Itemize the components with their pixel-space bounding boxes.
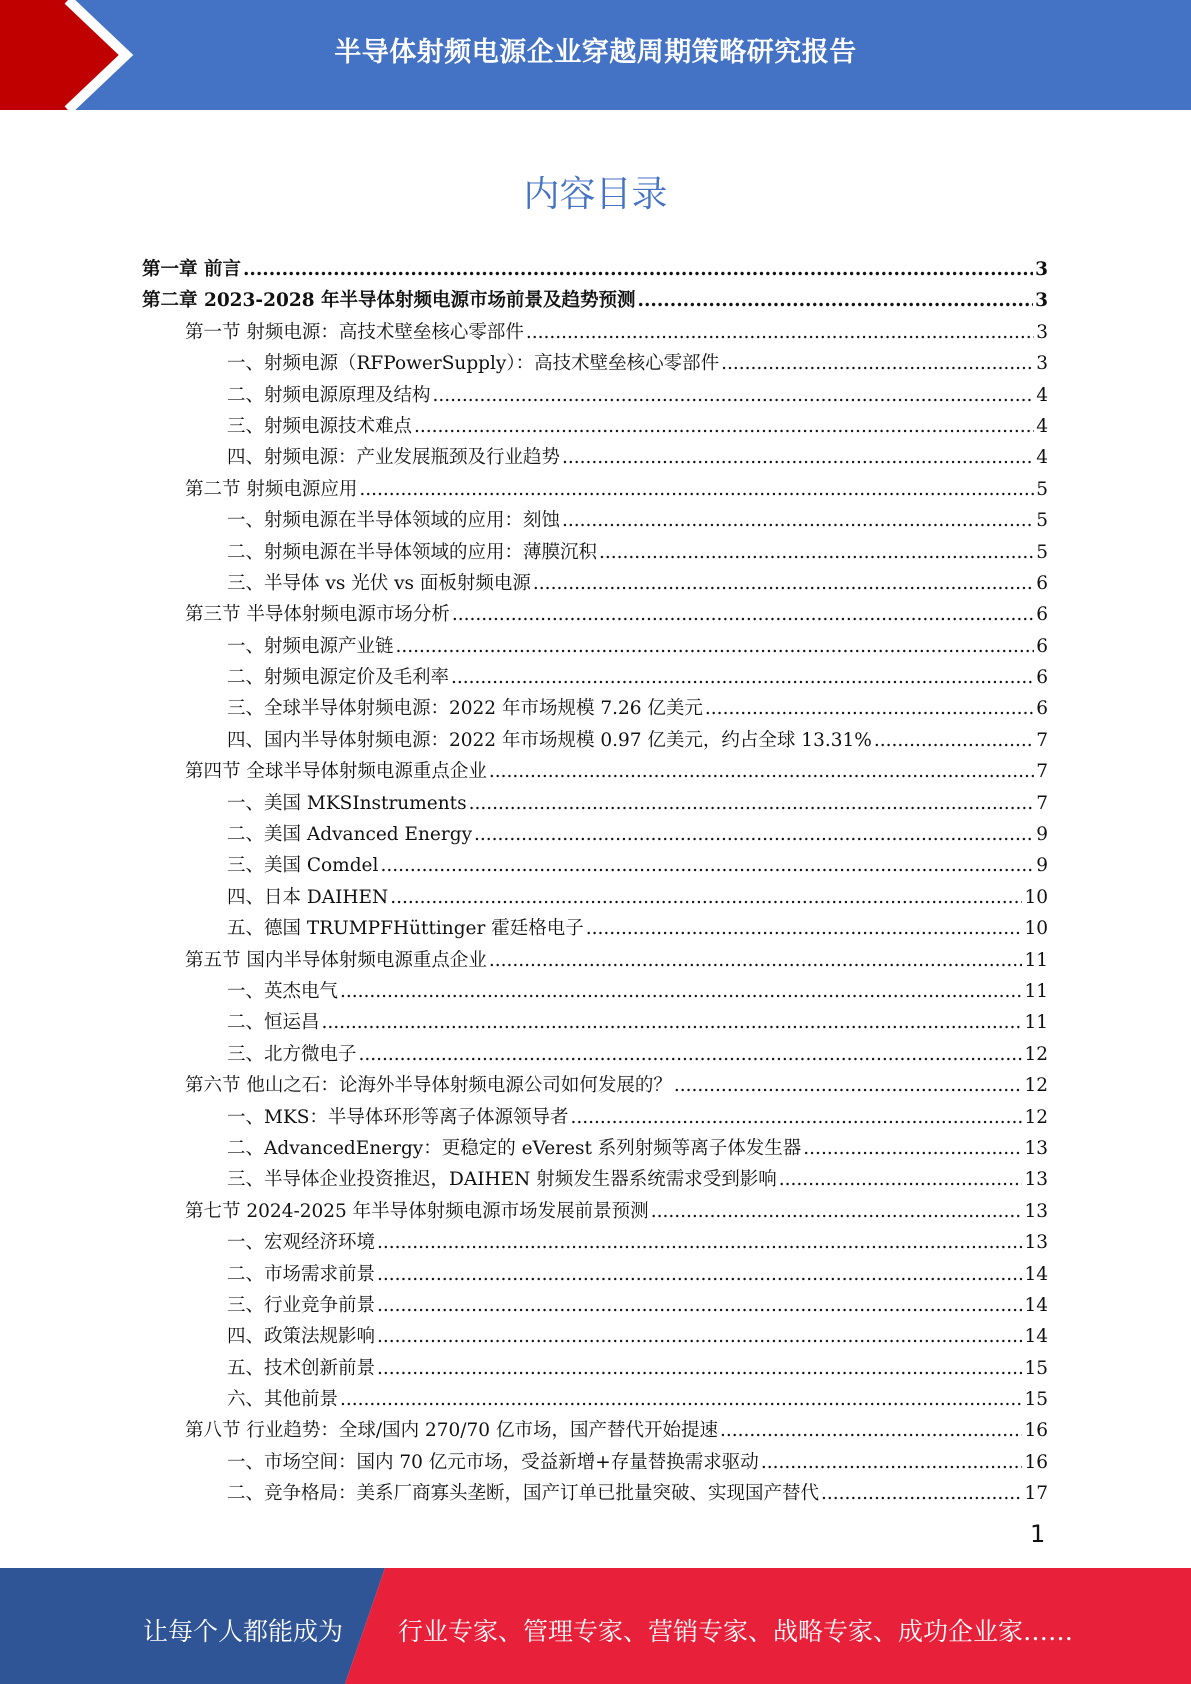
toc-entry-page: 11 <box>1024 949 1048 971</box>
toc-entry-label: 二、市场需求前景 <box>227 1263 376 1285</box>
toc-entry-label: 三、半导体 vs 光伏 vs 面板射频电源 <box>227 572 531 594</box>
toc-entry-page: 13 <box>1024 1137 1048 1159</box>
toc-dot-leader <box>390 887 1022 908</box>
toc-dot-leader <box>322 1012 1023 1033</box>
toc-dot-leader <box>414 416 1034 437</box>
header-banner <box>0 0 1191 110</box>
toc-entry-label: 一、市场空间：国内 70 亿元市场，受益新增+存量替换需求驱动 <box>227 1451 759 1473</box>
toc-entry-page: 16 <box>1024 1451 1048 1473</box>
toc-entry-label: 六、其他前景 <box>227 1389 339 1411</box>
toc-entry-page: 14 <box>1024 1263 1048 1285</box>
toc-entry[interactable] <box>142 1260 1048 1291</box>
toc-entry-page: 5 <box>1036 541 1048 563</box>
toc-dot-leader <box>526 322 1034 343</box>
toc-dot-leader <box>377 1232 1022 1253</box>
toc-dot-leader <box>874 730 1034 751</box>
toc-entry[interactable] <box>142 757 1048 788</box>
footer-banner <box>0 1568 1191 1684</box>
toc-dot-leader <box>359 479 1034 500</box>
toc-entry-label: 第七节 2024-2025 年半导体射频电源市场发展前景预测 <box>185 1200 649 1222</box>
toc-entry-page: 6 <box>1036 667 1048 689</box>
toc-entry-label: 二、AdvancedEnergy：更稳定的 eVerest 系列射频等离子体发生器 <box>227 1137 802 1159</box>
footer-slogan-left: 让每个人都能成为 <box>143 1617 344 1646</box>
toc-entry-label: 二、射频电源在半导体领域的应用：薄膜沉积 <box>227 541 598 563</box>
toc-entry-label: 一、英杰电气 <box>227 980 339 1002</box>
toc-dot-leader <box>469 793 1035 814</box>
toc-dot-leader <box>599 542 1034 563</box>
toc-entry[interactable] <box>142 381 1048 412</box>
toc-entry-label: 二、射频电源定价及毛利率 <box>227 667 450 689</box>
toc-entry[interactable] <box>142 412 1048 443</box>
toc-dot-leader <box>451 667 1034 688</box>
toc-dot-leader <box>821 1483 1022 1504</box>
toc-entry-page: 12 <box>1024 1043 1048 1065</box>
toc-entry-label: 第四节 全球半导体射频电源重点企业 <box>185 761 487 783</box>
toc-entry-page: 7 <box>1036 729 1048 751</box>
toc-entry[interactable] <box>142 1134 1048 1165</box>
toc-entry[interactable] <box>142 318 1048 349</box>
toc-entry-label: 三、美国 Comdel <box>227 855 379 877</box>
toc-dot-leader <box>377 1358 1022 1379</box>
toc-entry-page: 3 <box>1035 259 1048 280</box>
toc-entry-page: 13 <box>1024 1232 1048 1254</box>
toc-entry-label: 第六节 他山之石：论海外半导体射频电源公司如何发展的？ <box>185 1075 672 1097</box>
toc-entry-page: 4 <box>1036 447 1048 469</box>
toc-entry-page: 6 <box>1036 604 1048 626</box>
toc-heading: 内容目录 <box>523 174 668 215</box>
toc-dot-leader <box>721 353 1034 374</box>
toc-dot-leader <box>720 1420 1022 1441</box>
toc-entry[interactable] <box>142 946 1048 977</box>
toc-dot-leader <box>474 824 1034 845</box>
toc-entry-label: 三、全球半导体射频电源：2022 年市场规模 7.26 亿美元 <box>227 698 703 720</box>
toc-dot-leader <box>562 447 1034 468</box>
toc-entry-label: 二、美国 Advanced Energy <box>227 824 473 846</box>
toc-entry-page: 10 <box>1024 886 1048 908</box>
toc-entry-label: 四、国内半导体射频电源：2022 年市场规模 0.97 亿美元，约占全球 13.31% <box>227 729 872 751</box>
toc-entry-page: 5 <box>1036 478 1048 500</box>
toc-entry[interactable] <box>142 349 1048 380</box>
table-of-contents <box>142 255 1048 1511</box>
toc-entry-page: 15 <box>1024 1389 1048 1411</box>
toc-entry[interactable] <box>142 506 1048 537</box>
toc-entry-page: 14 <box>1024 1326 1048 1348</box>
toc-entry[interactable] <box>142 726 1048 757</box>
toc-entry[interactable] <box>142 1165 1048 1196</box>
toc-entry[interactable] <box>142 443 1048 474</box>
toc-entry-label: 一、MKS：半导体环形等离子体源领导者 <box>227 1106 569 1128</box>
toc-entry[interactable] <box>142 851 1048 882</box>
toc-dot-leader <box>586 918 1023 939</box>
toc-entry[interactable] <box>142 1040 1048 1071</box>
toc-entry-label: 三、行业竞争前景 <box>227 1294 376 1316</box>
toc-entry-page: 3 <box>1035 290 1048 312</box>
toc-entry-label: 第三节 半导体射频电源市场分析 <box>185 604 450 626</box>
toc-entry[interactable] <box>142 694 1048 725</box>
toc-dot-leader <box>779 1169 1023 1190</box>
toc-entry-label: 第八节 行业趋势：全球/国内 270/70 亿市场，国产替代开始提速 <box>185 1420 718 1442</box>
toc-entry[interactable] <box>142 1479 1048 1510</box>
toc-dot-leader <box>533 573 1034 594</box>
toc-entry-label: 五、技术创新前景 <box>227 1357 376 1379</box>
toc-entry-label: 一、射频电源（RFPowerSupply）：高技术壁垒核心零部件 <box>227 353 720 375</box>
toc-entry[interactable] <box>142 1071 1048 1102</box>
toc-entry-page: 4 <box>1036 384 1048 406</box>
toc-entry-label: 四、政策法规影响 <box>227 1326 376 1348</box>
toc-entry-page: 5 <box>1036 510 1048 532</box>
toc-entry-page: 7 <box>1036 761 1048 783</box>
toc-dot-leader <box>489 761 1034 782</box>
toc-entry[interactable] <box>142 538 1048 569</box>
toc-entry-label: 第一章 前言 <box>142 259 241 280</box>
toc-entry-page: 12 <box>1024 1106 1048 1128</box>
toc-dot-leader <box>433 385 1035 406</box>
toc-dot-leader <box>377 1295 1022 1316</box>
toc-dot-leader <box>562 510 1034 531</box>
toc-entry-label: 第五节 国内半导体射频电源重点企业 <box>185 949 487 971</box>
toc-dot-leader <box>452 604 1034 625</box>
toc-dot-leader <box>489 950 1023 971</box>
toc-entry[interactable] <box>142 1197 1048 1228</box>
toc-entry[interactable] <box>142 1385 1048 1416</box>
footer-slogan-right: 行业专家、管理专家、营销专家、战略专家、成功企业家…… <box>398 1617 1074 1646</box>
toc-dot-leader <box>761 1452 1023 1473</box>
toc-dot-leader <box>340 1389 1022 1410</box>
toc-dot-leader <box>705 698 1034 719</box>
toc-dot-leader <box>396 636 1035 657</box>
page-number: 1 <box>1030 1520 1046 1548</box>
toc-entry-label: 三、射频电源技术难点 <box>227 415 413 437</box>
toc-entry-page: 6 <box>1036 635 1048 657</box>
toc-dot-leader <box>377 1326 1022 1347</box>
toc-entry[interactable] <box>142 1291 1048 1322</box>
toc-dot-leader <box>570 1107 1022 1128</box>
toc-entry-page: 11 <box>1024 980 1048 1002</box>
toc-entry-page: 6 <box>1036 572 1048 594</box>
toc-entry-label: 一、美国 MKSInstruments <box>227 792 467 814</box>
toc-dot-leader <box>243 259 1033 280</box>
toc-entry-label: 二、射频电源原理及结构 <box>227 384 431 406</box>
toc-entry-label: 三、北方微电子 <box>227 1043 357 1065</box>
toc-entry-label: 一、射频电源在半导体领域的应用：刻蚀 <box>227 510 561 532</box>
toc-entry-label: 一、射频电源产业链 <box>227 635 394 657</box>
toc-entry[interactable] <box>142 1322 1048 1353</box>
toc-entry[interactable] <box>142 1008 1048 1039</box>
report-title: 半导体射频电源企业穿越周期策略研究报告 <box>334 37 857 68</box>
toc-entry-label: 二、恒运昌 <box>227 1012 320 1034</box>
toc-entry-label: 二、竞争格局：美系厂商寡头垄断，国产订单已批量突破、实现国产替代 <box>227 1483 820 1505</box>
toc-entry[interactable] <box>142 1228 1048 1259</box>
toc-entry-page: 10 <box>1024 918 1048 940</box>
toc-entry-page: 16 <box>1024 1420 1048 1442</box>
toc-entry[interactable] <box>142 663 1048 694</box>
toc-entry[interactable] <box>142 914 1048 945</box>
toc-entry[interactable] <box>142 820 1048 851</box>
toc-dot-leader <box>377 1264 1022 1285</box>
toc-entry-page: 17 <box>1024 1483 1048 1505</box>
toc-entry[interactable] <box>142 569 1048 600</box>
toc-entry[interactable] <box>142 883 1048 914</box>
toc-entry[interactable] <box>142 1103 1048 1134</box>
toc-dot-leader <box>638 290 1034 311</box>
toc-entry-page: 7 <box>1036 792 1048 814</box>
toc-dot-leader <box>380 855 1034 876</box>
toc-dot-leader <box>674 1075 1023 1096</box>
toc-entry[interactable] <box>142 255 1048 286</box>
toc-entry[interactable] <box>142 475 1048 506</box>
toc-entry-page: 6 <box>1036 698 1048 720</box>
toc-entry-label: 第一节 射频电源：高技术壁垒核心零部件 <box>185 321 524 343</box>
toc-entry[interactable] <box>142 286 1048 317</box>
toc-entry-page: 9 <box>1036 824 1048 846</box>
toc-entry-label: 第二节 射频电源应用 <box>185 478 358 500</box>
toc-entry-label: 五、德国 TRUMPFHüttinger 霍廷格电子 <box>227 918 584 940</box>
toc-entry-page: 12 <box>1024 1075 1048 1097</box>
toc-dot-leader <box>651 1201 1023 1222</box>
toc-entry-label: 四、日本 DAIHEN <box>227 886 389 908</box>
toc-entry[interactable] <box>142 632 1048 663</box>
toc-entry-page: 11 <box>1024 1012 1048 1034</box>
toc-entry-page: 14 <box>1024 1294 1048 1316</box>
toc-dot-leader <box>359 1044 1023 1065</box>
toc-entry-label: 三、半导体企业投资推迟，DAIHEN 射频发生器系统需求受到影响 <box>227 1169 777 1191</box>
toc-entry-page: 4 <box>1036 415 1048 437</box>
toc-entry[interactable] <box>142 1448 1048 1479</box>
toc-dot-leader <box>340 981 1022 1002</box>
toc-entry-label: 四、射频电源：产业发展瓶颈及行业趋势 <box>227 447 561 469</box>
toc-entry[interactable] <box>142 977 1048 1008</box>
toc-entry-label: 第二章 2023-2028 年半导体射频电源市场前景及趋势预测 <box>142 290 636 312</box>
toc-entry-page: 9 <box>1036 855 1048 877</box>
toc-dot-leader <box>803 1138 1022 1159</box>
toc-entry-page: 3 <box>1036 321 1048 343</box>
toc-entry[interactable] <box>142 1416 1048 1447</box>
toc-entry-label: 一、宏观经济环境 <box>227 1232 376 1254</box>
toc-entry-page: 13 <box>1024 1169 1048 1191</box>
toc-entry[interactable] <box>142 1354 1048 1385</box>
toc-entry[interactable] <box>142 600 1048 631</box>
toc-entry-page: 3 <box>1036 353 1048 375</box>
toc-entry-page: 15 <box>1024 1357 1048 1379</box>
toc-entry[interactable] <box>142 789 1048 820</box>
toc-entry-page: 13 <box>1024 1200 1048 1222</box>
